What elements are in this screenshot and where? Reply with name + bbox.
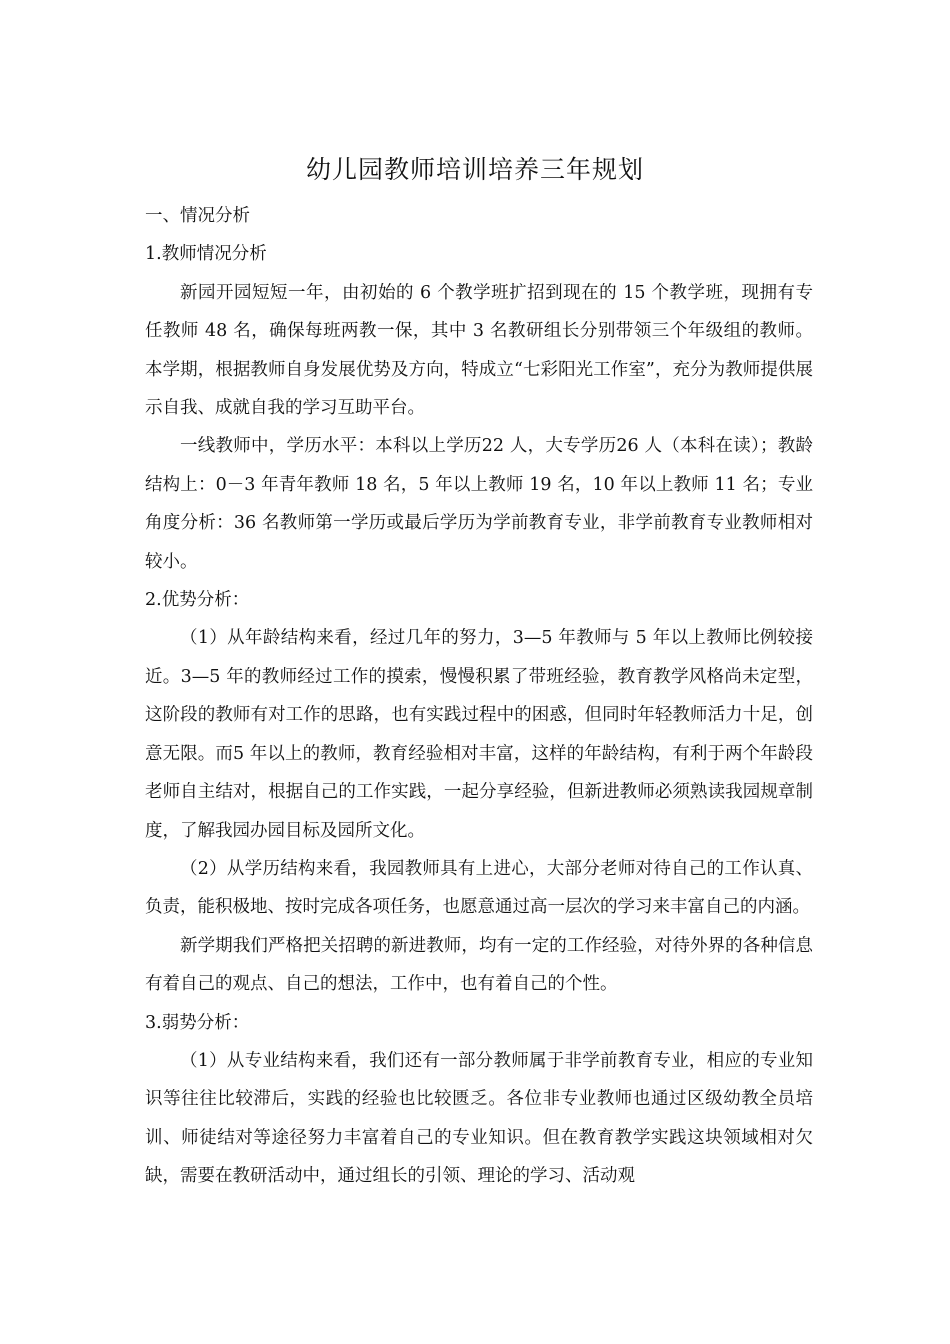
paragraph-strength-new-teachers: 新学期我们严格把关招聘的新进教师，均有一定的工作经验，对待外界的各种信息有着自己的观点、自己的想法，工作中，也有着自己的个性。: [145, 935, 813, 995]
subsection-heading-weaknesses: 3.弱势分析：: [145, 1012, 250, 1033]
paragraph-strength-age-structure: （1）从年龄结构来看，经过几年的努力，3—5 年教师与 5 年以上教师比例较接近。3—5 年的教师经过工作的摸索，慢慢积累了带班经验，教育教学风格尚未定型，这阶段的教师有对工作的思路，也有实践过程中的困惑，但同时年轻教师活力十足，创意无限。而5 年以上的教师，教育经验相对丰富，这样的年龄结构，有利于两个年龄段老师自主结对，根据自己的工作实践，一起分享经验，但新进教师必须熟读我园规章制度，了解我园办园目标及园所文化。: [145, 628, 813, 841]
paragraph-strength-education-structure: （2）从学历结构来看，我园教师具有上进心，大部分老师对待自己的工作认真、负责，能积极地、按时完成各项任务，也愿意通过高一层次的学习来丰富自己的内涵。: [145, 858, 813, 918]
section-heading-situation-analysis: 一、情况分析: [145, 206, 250, 226]
paragraph-weakness-professional-structure: （1）从专业结构来看，我们还有一部分教师属于非学前教育专业，相应的专业知识等往往比较滞后，实践的经验也比较匮乏。各位非专业教师也通过区级幼教全员培训、师徒结对等途径努力丰富着自己的专业知识。但在教育教学实践这块领域相对欠缺，需要在教研活动中，通过组长的引领、理论的学习、活动观: [145, 1050, 813, 1187]
paragraph-teacher-education-stats: 一线教师中，学历水平：本科以上学历22 人，大专学历26 人（本科在读）；教龄结构上：0－3 年青年教师 18 名，5 年以上教师 19 名，10 年以上教师 11 名；专业角度分析：36 名教师第一学历或最后学历为学前教育专业，非学前教育专业教师相对较小。: [145, 436, 813, 572]
subsection-heading-strengths: 2.优势分析：: [145, 590, 250, 611]
document-body: [145, 197, 813, 1196]
document-title: 幼儿园教师培训培养三年规划: [305, 155, 644, 184]
paragraph-teacher-overview: 新园开园短短一年，由初始的 6 个教学班扩招到现在的 15 个教学班，现拥有专任教师 48 名，确保每班两教一保，其中 3 名教研组长分别带领三个年级组的教师。本学期，根据教师自身发展优势及方向，特成立“七彩阳光工作室”，充分为教师提供展示自我、成就自我的学习互助平台。: [145, 282, 813, 419]
subsection-heading-teacher-analysis: 1.教师情况分析: [145, 244, 267, 265]
